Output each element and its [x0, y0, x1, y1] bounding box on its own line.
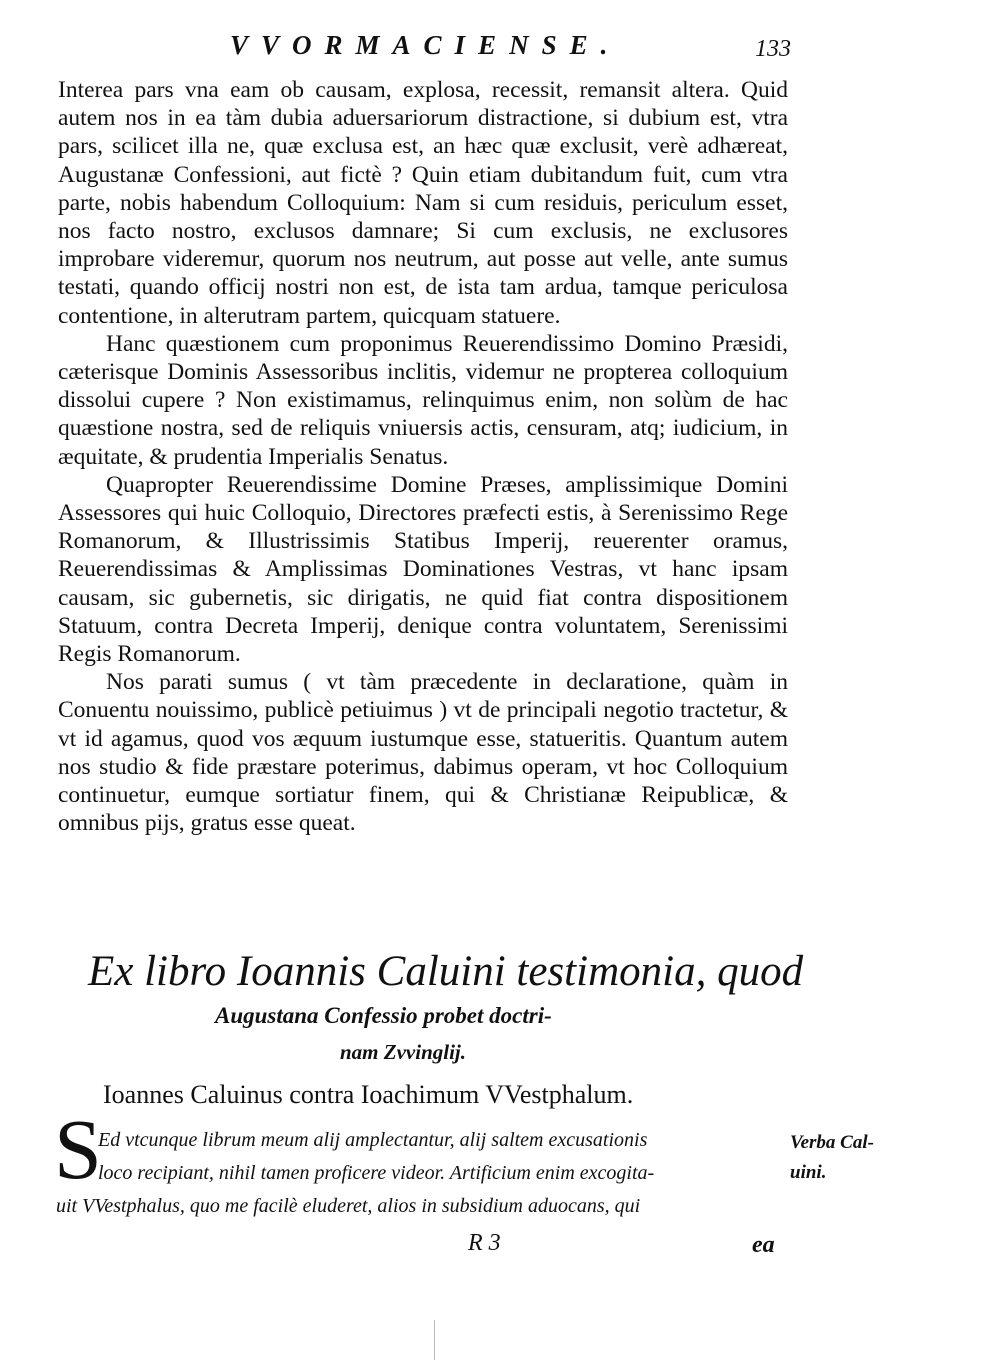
running-head: VVORMACIENSE.	[230, 30, 621, 60]
section-heading-subline-1: Augustana Confessio probet doctri-	[215, 1003, 552, 1028]
marginal-note-line-2: uini.	[790, 1162, 827, 1183]
paragraph-2: Hanc quæstionem cum proponimus Reuerendissimo Domino Præsidi, cæterisque Dominis Assessoribus inclitis, videmur ne propterea colloquium dissolui cupere ? Non existimamus, relinquimus enim, non solùm de hac quæstione nostra, sed de reliquis vniuersis actis, censuram, atq; iudicium, in æquitate, & prudentia Imperialis Senatus.	[58, 330, 788, 470]
marginal-note	[790, 1128, 910, 1188]
body-text	[58, 76, 788, 837]
page-number: 133	[755, 36, 791, 62]
signature-mark: R 3	[468, 1230, 501, 1256]
quote-line-1: Ed vtcunque librum meum alij amplectantur, alij saltem excusationis	[98, 1129, 648, 1151]
paragraph-4: Nos parati sumus ( vt tàm præcedente in declaratione, quàm in Conuentu nouissimo, publicè petiuimus ) vt de principali negotio tractetur, & vt id agamus, quod vos æquum iustumque esse, statueritis. Quantum autem nos studio & fide præstare poterimus, dabimus operam, vt hoc Colloquium continuetur, eumque sortiatur finem, qui & Christianæ Reipublicæ, & omnibus pijs, gratus esse queat.	[58, 669, 788, 837]
scan-line-mark	[434, 1320, 435, 1360]
quote-line-2: loco recipiant, nihil tamen proficere videor. Artificium enim excogita-	[98, 1162, 655, 1184]
drop-cap: S	[54, 1101, 102, 1197]
quote-line-3: uit VVestphalus, quo me facilè eluderet, alios in subsidium aduocans, qui	[56, 1195, 641, 1217]
calvin-quote	[56, 1124, 780, 1223]
marginal-note-line-1: Verba Cal-	[790, 1132, 874, 1153]
quote-byline: Ioannes Caluinus contra Ioachimum VVestphalum.	[103, 1080, 634, 1109]
section-heading: Ex libro Ioannis Caluini testimonia, quod	[88, 948, 804, 995]
paragraph-3: Quapropter Reuerendissime Domine Præses, amplissimique Domini Assessores qui huic Colloquio, Directores præfecti estis, à Serenissimo Rege Romanorum, & Illustrissimis Statibus Imperij, reuerenter oramus, Reuerendissimas & Amplissimas Dominationes Vestras, vt hanc ipsam causam, sic gubernetis, sic dirigatis, ne quid fiat contra dispositionem Statuum, contra Decreta Imperij, denique contra voluntatem, Serenissimi Regis Romanorum.	[58, 471, 788, 668]
catchword: ea	[752, 1232, 775, 1258]
paragraph-1: Interea pars vna eam ob causam, explosa, recessit, remansit altera. Quid autem nos in ea tàm dubia aduersariorum distractione, si dubium est, vtra pars, scilicet illa ne, quæ exclusa est, an hæc quæ exclusit, verè adhæreat, Augustanæ Confessioni, aut fictè ? Quin etiam dubitandum fuit, cum vtra parte, nobis habendum Colloquium: Nam si cum residuis, periculum esset, nos facto nostro, exclusos damnare; Si cum exclusis, ne exclusores improbare videremur, quorum nos neutrum, aut posse aut velle, ante sumus testati, quando officij nostri non est, de ista tam ardua, tamque periculosa contentione, in alterutram partem, quicquam statuere.	[58, 77, 788, 329]
section-heading-subline-2: nam Zvvinglij.	[340, 1040, 466, 1064]
